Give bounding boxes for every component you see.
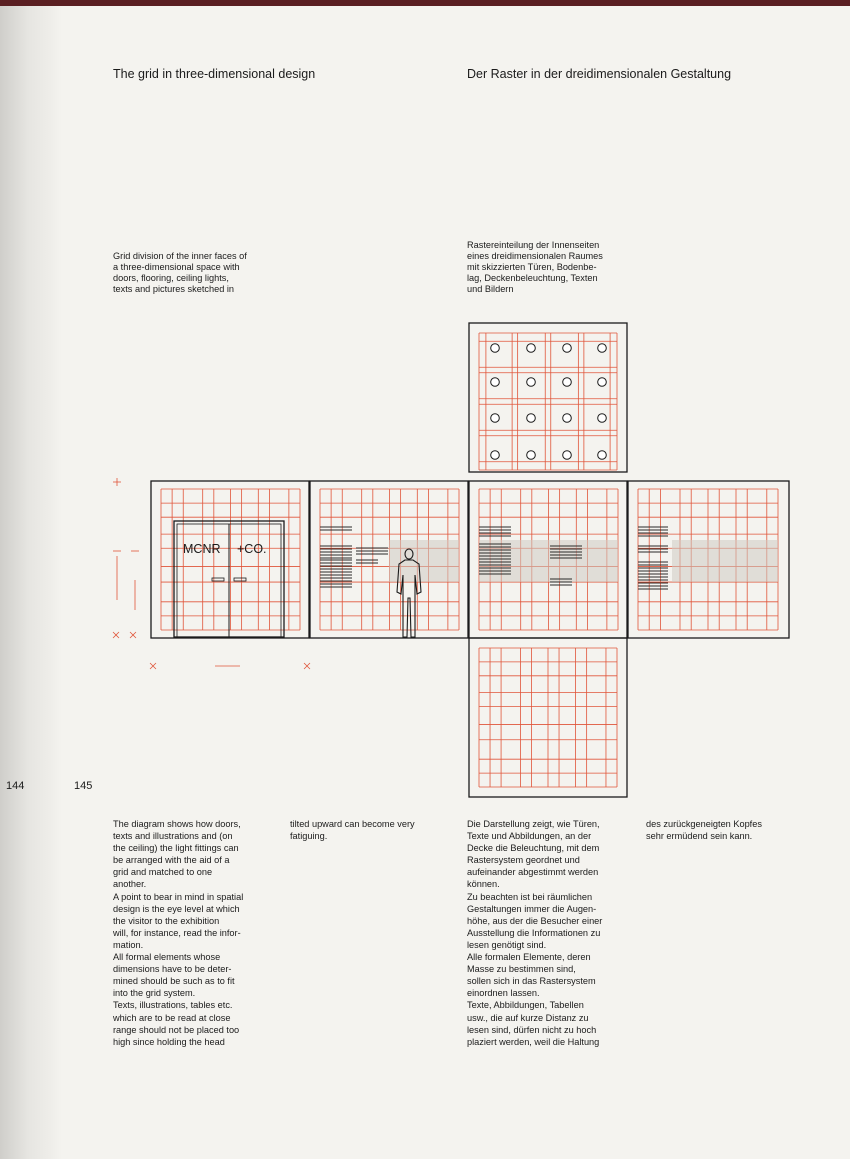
body-line: sollen sich in das Rastersystem [467,976,596,987]
body-line: grid and matched to one [113,867,213,878]
body-line: Texts, illustrations, tables etc. [113,1000,233,1011]
caption-line: lag, Deckenbeleuchtung, Texten [467,273,598,283]
caption-line: Rastereinteilung der Innenseiten [467,240,600,250]
diagram-faces [151,323,789,797]
wall-text-face [469,481,627,638]
body-line: range should not be placed too [113,1024,240,1035]
body-german-col2 [646,818,762,842]
body-line: the visitor to the exhibition [113,915,220,926]
picture-area [389,540,459,582]
body-line: will, for instance, read the infor- [113,927,241,938]
body-line: aufeinander abgestimmt werden [467,867,599,878]
body-line: höhe, aus der die Besucher einer [467,915,603,926]
circle-light-icon [563,451,572,460]
body-line: plaziert werden, weil die Haltung [467,1036,600,1047]
heading-german: Der Raster in der dreidimensionalen Gestaltung [467,67,732,81]
body-line: lesen sind, dürfen nicht zu hoch [467,1024,597,1035]
face-border [151,481,309,638]
ceiling-face [469,323,627,472]
picture-area [672,540,778,582]
caption-line: a three-dimensional space with [113,262,240,272]
door-sign-left: MCNR [183,542,221,556]
circle-light-icon [598,344,607,353]
circle-light-icon [598,378,607,387]
body-line: into the grid system. [113,988,196,999]
body-line: Texte und Abbildungen, an der [467,831,592,842]
body-line: sehr ermüdend sein kann. [646,831,753,842]
heading-english: The grid in three-dimensional design [113,67,316,81]
body-line: mation. [113,939,144,950]
body-line: texts and illustrations and (on [113,831,233,842]
body-line: be arranged with the aid of a [113,855,230,866]
circle-light-icon [598,451,607,460]
picture-area [479,540,618,582]
body-line: können. [467,879,500,890]
body-line: des zurückgeneigten Kopfes [646,819,762,829]
body-german-col1 [467,818,602,1048]
circle-light-icon [491,414,500,423]
body-line: Die Darstellung zeigt, wie Türen, [467,819,600,829]
double-door [174,521,284,637]
circle-light-icon [563,414,572,423]
body-line: design is the eye level at which [113,903,240,914]
body-line: Texte, Abbildungen, Tabellen [467,1000,584,1011]
circle-light-icon [491,451,500,460]
caption-line: mit skizzierten Türen, Bodenbe- [467,262,597,272]
body-line: dimensions have to be deter- [113,964,232,975]
body-english-col2 [290,818,415,842]
circle-light-icon [527,451,536,460]
dimension-marks [113,478,310,669]
circle-light-icon [598,414,607,423]
body-line: usw., die auf kurze Distanz zu [467,1012,589,1023]
body-line: Gestaltungen immer die Augen- [467,903,597,914]
caption-line: Grid division of the inner faces of [113,251,247,261]
wall-right-face [628,481,789,638]
body-line: Alle formalen Elemente, deren [467,952,591,963]
circle-light-icon [563,378,572,387]
circle-light-icon [491,378,500,387]
body-line: mined should be such as to fit [113,976,235,987]
body-line: All formal elements whose [113,952,221,963]
caption-line: texts and pictures sketched in [113,284,235,294]
body-line: high since holding the head [113,1036,225,1047]
body-line: another. [113,879,147,890]
wall-door-face [151,481,309,638]
door-sign-right: +CO. [237,542,267,556]
body-line: The diagram shows how doors, [113,819,241,829]
floor-face [469,638,627,797]
page-number-right: 145 [74,780,93,792]
body-line: which are to be read at close [113,1012,231,1023]
door-handle-right [234,578,246,581]
body-line: A point to bear in mind in spatial [113,891,244,902]
caption-line: und Bildern [467,284,514,294]
body-line: Rastersystem geordnet und [467,855,580,866]
circle-light-icon [527,378,536,387]
body-line: fatiguing. [290,831,328,842]
body-english-col1 [113,818,243,1048]
body-line: Ausstellung die Informationen zu [467,927,601,938]
circle-light-icon [563,344,572,353]
body-line: tilted upward can become very [290,819,415,829]
page-number-left: 144 [6,780,25,792]
body-line: einordnen lassen. [467,988,540,999]
wall-figure-face [310,481,468,638]
caption-line: eines dreidimensionalen Raumes [467,251,603,261]
circle-light-icon [491,344,500,353]
body-line: lesen genötigt sind. [467,939,547,950]
caption-line: doors, flooring, ceiling lights, [113,273,229,283]
body-line: Masse zu bestimmen sind, [467,964,576,975]
body-line: the ceiling) the light fittings can [113,843,239,854]
circle-light-icon [527,344,536,353]
circle-light-icon [527,414,536,423]
body-line: Decke die Beleuchtung, mit dem [467,843,600,854]
body-line: Zu beachten ist bei räumlichen [467,891,593,902]
